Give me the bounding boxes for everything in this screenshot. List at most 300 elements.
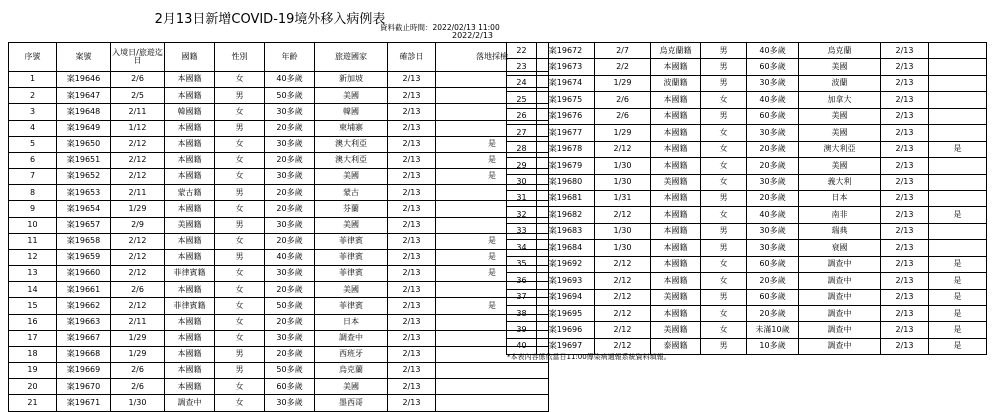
cell-nationality: 本國籍	[165, 346, 215, 362]
cell-diagnosis-date: 2/13	[388, 104, 436, 120]
cell-age: 60多歲	[747, 256, 799, 272]
cell-serial: 6	[9, 152, 57, 168]
cell-sex: 女	[701, 256, 747, 272]
cell-age: 30多歲	[265, 169, 315, 185]
cell-diagnosis-date: 2/13	[388, 330, 436, 346]
cell-arrival-test	[436, 379, 549, 395]
cell-nationality: 美國籍	[165, 217, 215, 233]
cell-sex: 男	[701, 240, 747, 256]
cell-case-no: 案19694	[537, 289, 595, 305]
cell-entry-date: 2/12	[111, 298, 165, 314]
cell-nationality: 本國籍	[651, 158, 701, 174]
cell-arrival-test: 是	[929, 256, 987, 272]
table-row	[507, 322, 987, 338]
cell-serial: 2	[9, 88, 57, 104]
cell-age: 20多歲	[265, 282, 315, 298]
cell-diagnosis-date: 2/13	[881, 43, 929, 59]
table-row	[9, 120, 549, 136]
cell-serial: 15	[9, 298, 57, 314]
table-row	[9, 346, 549, 362]
cell-nationality: 本國籍	[165, 379, 215, 395]
table-row	[9, 169, 549, 185]
cell-nationality: 本國籍	[651, 59, 701, 75]
cell-diagnosis-date: 2/13	[881, 92, 929, 108]
cell-sex: 男	[701, 75, 747, 91]
cell-arrival-test: 是	[929, 338, 987, 354]
cell-case-no: 案19678	[537, 141, 595, 157]
table-row	[507, 108, 987, 124]
cell-diagnosis-date: 2/13	[388, 298, 436, 314]
cell-arrival-test: 是	[929, 322, 987, 338]
cell-travel-country: 菲律賓	[315, 298, 388, 314]
cell-sex: 男	[215, 217, 265, 233]
cell-age: 20多歲	[265, 120, 315, 136]
cell-case-no: 案19657	[57, 217, 111, 233]
cell-case-no: 案19667	[57, 330, 111, 346]
cell-diagnosis-date: 2/13	[881, 174, 929, 190]
cell-travel-country: 美國	[315, 217, 388, 233]
cell-case-no: 案19648	[57, 104, 111, 120]
cell-case-no: 案19696	[537, 322, 595, 338]
cell-entry-date: 1/29	[111, 201, 165, 217]
cell-case-no: 案19663	[57, 314, 111, 330]
cell-entry-date: 1/30	[595, 223, 651, 239]
cell-sex: 女	[701, 158, 747, 174]
header-age: 年齡	[265, 43, 315, 72]
cell-diagnosis-date: 2/13	[881, 338, 929, 354]
cell-age: 60多歲	[265, 379, 315, 395]
table-row	[9, 136, 549, 152]
cell-diagnosis-date: 2/13	[881, 108, 929, 124]
cell-travel-country: 衰國	[799, 240, 881, 256]
cell-travel-country: 調查中	[799, 256, 881, 272]
cell-nationality: 本國籍	[165, 169, 215, 185]
cell-age: 40多歲	[265, 72, 315, 88]
cell-diagnosis-date: 2/13	[388, 395, 436, 411]
cell-sex: 女	[215, 233, 265, 249]
cell-serial: 3	[9, 104, 57, 120]
cell-diagnosis-date: 2/13	[388, 233, 436, 249]
cell-travel-country: 蒙古	[315, 185, 388, 201]
cell-entry-date: 1/30	[595, 174, 651, 190]
cell-arrival-test	[436, 395, 549, 411]
cell-nationality: 韓國籍	[165, 104, 215, 120]
cell-nationality: 美國籍	[651, 322, 701, 338]
cell-travel-country: 菲律賓	[315, 233, 388, 249]
cell-entry-date: 2/12	[111, 169, 165, 185]
cell-travel-country: 南非	[799, 207, 881, 223]
cell-travel-country: 烏克蘭	[315, 363, 388, 379]
cell-entry-date: 2/12	[111, 266, 165, 282]
cell-arrival-test: 是	[929, 273, 987, 289]
cell-sex: 男	[215, 363, 265, 379]
cell-diagnosis-date: 2/13	[388, 185, 436, 201]
table-row	[507, 125, 987, 141]
cell-case-no: 案19684	[537, 240, 595, 256]
cell-travel-country: 瑞典	[799, 223, 881, 239]
cell-arrival-test	[929, 223, 987, 239]
cell-entry-date: 2/12	[595, 207, 651, 223]
cell-nationality: 本國籍	[165, 249, 215, 265]
table-row	[9, 233, 549, 249]
cell-serial: 39	[507, 322, 537, 338]
cell-age: 30多歲	[265, 104, 315, 120]
cell-arrival-test: 是	[436, 136, 549, 152]
cell-diagnosis-date: 2/13	[881, 190, 929, 206]
cell-serial: 35	[507, 256, 537, 272]
cell-serial: 22	[507, 43, 537, 59]
cell-entry-date: 1/30	[595, 158, 651, 174]
cell-entry-date: 2/12	[595, 322, 651, 338]
cell-serial: 23	[507, 59, 537, 75]
cell-arrival-test: 是	[436, 152, 549, 168]
cell-age: 30多歲	[747, 75, 799, 91]
cell-case-no: 案19675	[537, 92, 595, 108]
cell-entry-date: 2/12	[595, 141, 651, 157]
cell-sex: 男	[701, 289, 747, 305]
cell-entry-date: 2/11	[111, 185, 165, 201]
cell-sex: 男	[701, 190, 747, 206]
cell-diagnosis-date: 2/13	[388, 249, 436, 265]
cell-arrival-test	[929, 158, 987, 174]
cell-entry-date: 1/29	[595, 125, 651, 141]
header-entry-date: 入境日/旅遊迄日	[111, 43, 165, 72]
table-row	[9, 201, 549, 217]
cell-nationality: 美國籍	[651, 174, 701, 190]
cell-serial: 34	[507, 240, 537, 256]
cell-sex: 女	[701, 322, 747, 338]
cell-nationality: 本國籍	[651, 108, 701, 124]
cell-arrival-test: 是	[929, 207, 987, 223]
cell-sex: 男	[215, 346, 265, 362]
cell-diagnosis-date: 2/13	[881, 273, 929, 289]
cell-diagnosis-date: 2/13	[881, 289, 929, 305]
cell-sex: 女	[215, 136, 265, 152]
cell-travel-country: 調查中	[799, 338, 881, 354]
cell-entry-date: 1/29	[595, 75, 651, 91]
cell-entry-date: 1/12	[111, 120, 165, 136]
cell-serial: 14	[9, 282, 57, 298]
cell-sex: 男	[701, 338, 747, 354]
cell-sex: 女	[701, 141, 747, 157]
cell-age: 20多歲	[265, 201, 315, 217]
cell-age: 20多歲	[265, 152, 315, 168]
cell-travel-country: 義大利	[799, 174, 881, 190]
cell-nationality: 本國籍	[165, 88, 215, 104]
cell-sex: 女	[215, 104, 265, 120]
table-row	[507, 43, 987, 59]
cell-age: 60多歲	[747, 289, 799, 305]
cell-nationality: 本國籍	[165, 363, 215, 379]
header-serial: 序號	[9, 43, 57, 72]
cell-case-no: 案19692	[537, 256, 595, 272]
cell-age: 30多歲	[265, 330, 315, 346]
cell-nationality: 本國籍	[651, 273, 701, 289]
cell-case-no: 案19653	[57, 185, 111, 201]
cell-serial: 10	[9, 217, 57, 233]
table-row	[507, 59, 987, 75]
cell-case-no: 案19693	[537, 273, 595, 289]
header-arrival-test: 落地採檢	[436, 43, 549, 72]
cell-age: 30多歲	[747, 125, 799, 141]
cell-sex: 男	[701, 43, 747, 59]
table-header-row	[9, 43, 549, 72]
cell-diagnosis-date: 2/13	[881, 59, 929, 75]
cell-serial: 16	[9, 314, 57, 330]
cell-entry-date: 2/12	[111, 249, 165, 265]
cell-diagnosis-date: 2/13	[388, 217, 436, 233]
cell-case-no: 案19668	[57, 346, 111, 362]
cell-diagnosis-date: 2/13	[388, 120, 436, 136]
cell-sex: 女	[215, 201, 265, 217]
cell-serial: 30	[507, 174, 537, 190]
cell-diagnosis-date: 2/13	[881, 75, 929, 91]
cell-diagnosis-date: 2/13	[881, 207, 929, 223]
cell-age: 未滿10歲	[747, 322, 799, 338]
cell-age: 30多歲	[747, 223, 799, 239]
cell-serial: 28	[507, 141, 537, 157]
cell-diagnosis-date: 2/13	[881, 322, 929, 338]
cell-nationality: 泰國籍	[651, 338, 701, 354]
cell-diagnosis-date: 2/13	[881, 158, 929, 174]
cell-age: 20多歲	[265, 233, 315, 249]
table-row	[507, 306, 987, 322]
cell-travel-country: 西班牙	[315, 346, 388, 362]
cell-arrival-test: 是	[436, 169, 549, 185]
cell-serial: 40	[507, 338, 537, 354]
cell-serial: 32	[507, 207, 537, 223]
cell-serial: 9	[9, 201, 57, 217]
cell-entry-date: 2/12	[111, 136, 165, 152]
cell-sex: 男	[215, 88, 265, 104]
cell-travel-country: 澳大利亞	[315, 136, 388, 152]
cell-entry-date: 2/11	[111, 314, 165, 330]
cell-travel-country: 柬埔寨	[315, 120, 388, 136]
cell-arrival-test	[929, 75, 987, 91]
cell-case-no: 案19646	[57, 72, 111, 88]
cell-sex: 男	[215, 120, 265, 136]
cell-serial: 5	[9, 136, 57, 152]
cell-serial: 26	[507, 108, 537, 124]
cell-entry-date: 2/6	[111, 72, 165, 88]
cell-case-no: 案19654	[57, 201, 111, 217]
cell-travel-country: 美國	[799, 158, 881, 174]
cell-entry-date: 2/12	[111, 233, 165, 249]
cell-entry-date: 2/11	[111, 104, 165, 120]
cell-entry-date: 2/12	[595, 306, 651, 322]
cell-age: 30多歲	[747, 240, 799, 256]
cell-entry-date: 1/31	[595, 190, 651, 206]
table-row	[507, 92, 987, 108]
cell-age: 30多歲	[265, 266, 315, 282]
cell-serial: 12	[9, 249, 57, 265]
cell-sex: 女	[701, 207, 747, 223]
cell-entry-date: 2/6	[111, 363, 165, 379]
data-timestamp: 資料截止時間：2022/02/13 11:00	[380, 23, 500, 32]
cell-case-no: 案19681	[537, 190, 595, 206]
cell-age: 30多歲	[747, 174, 799, 190]
cell-serial: 33	[507, 223, 537, 239]
cell-age: 20多歲	[747, 190, 799, 206]
cell-case-no: 案19671	[57, 395, 111, 411]
cell-age: 40多歲	[747, 92, 799, 108]
cell-travel-country: 美國	[315, 282, 388, 298]
cell-case-no: 案19649	[57, 120, 111, 136]
cell-case-no: 案19669	[57, 363, 111, 379]
table-row	[507, 223, 987, 239]
cell-arrival-test	[929, 240, 987, 256]
cell-travel-country: 菲律賓	[315, 266, 388, 282]
cell-sex: 女	[215, 72, 265, 88]
cell-nationality: 烏克蘭籍	[651, 43, 701, 59]
cell-age: 20多歲	[265, 185, 315, 201]
cell-nationality: 本國籍	[165, 152, 215, 168]
cell-diagnosis-date: 2/13	[881, 141, 929, 157]
cell-nationality: 本國籍	[651, 92, 701, 108]
cell-age: 30多歲	[265, 395, 315, 411]
cell-entry-date: 2/7	[595, 43, 651, 59]
cell-age: 40多歲	[747, 207, 799, 223]
header-nationality: 國籍	[165, 43, 215, 72]
cell-case-no: 案19659	[57, 249, 111, 265]
cell-arrival-test	[929, 43, 987, 59]
cell-nationality: 本國籍	[165, 314, 215, 330]
header-travel-country: 旅遊國家	[315, 43, 388, 72]
table-row	[9, 72, 549, 88]
cell-travel-country: 芬蘭	[315, 201, 388, 217]
cell-sex: 男	[701, 59, 747, 75]
cell-sex: 女	[215, 330, 265, 346]
cell-entry-date: 2/12	[595, 338, 651, 354]
cell-travel-country: 調查中	[315, 330, 388, 346]
cell-serial: 29	[507, 158, 537, 174]
cell-serial: 19	[9, 363, 57, 379]
cell-entry-date: 2/12	[595, 256, 651, 272]
table-row	[9, 266, 549, 282]
cell-serial: 25	[507, 92, 537, 108]
cell-travel-country: 澳大利亞	[799, 141, 881, 157]
cell-travel-country: 烏克蘭	[799, 43, 881, 59]
cell-case-no: 案19652	[57, 169, 111, 185]
cell-case-no: 案19682	[537, 207, 595, 223]
cell-sex: 女	[215, 169, 265, 185]
cell-diagnosis-date: 2/13	[881, 223, 929, 239]
cell-age: 50多歲	[265, 298, 315, 314]
cases-table-right	[506, 42, 987, 355]
cell-case-no: 案19697	[537, 338, 595, 354]
table-row	[9, 152, 549, 168]
cell-age: 10多歲	[747, 338, 799, 354]
table-row	[9, 314, 549, 330]
cell-nationality: 波蘭籍	[651, 75, 701, 91]
cell-travel-country: 日本	[799, 190, 881, 206]
cell-nationality: 本國籍	[651, 256, 701, 272]
cell-case-no: 案19674	[537, 75, 595, 91]
cell-arrival-test: 是	[436, 233, 549, 249]
cell-arrival-test	[929, 190, 987, 206]
cell-serial: 4	[9, 120, 57, 136]
cell-serial: 38	[507, 306, 537, 322]
cell-case-no: 案19661	[57, 282, 111, 298]
cell-age: 30多歲	[265, 136, 315, 152]
cell-serial: 7	[9, 169, 57, 185]
cell-nationality: 本國籍	[165, 330, 215, 346]
cell-age: 60多歲	[747, 108, 799, 124]
cell-sex: 女	[215, 379, 265, 395]
cell-serial: 11	[9, 233, 57, 249]
cell-diagnosis-date: 2/13	[388, 72, 436, 88]
cell-serial: 27	[507, 125, 537, 141]
cell-travel-country: 澳大利亞	[315, 152, 388, 168]
cell-sex: 女	[215, 395, 265, 411]
cell-nationality: 菲律賓籍	[165, 266, 215, 282]
cell-diagnosis-date: 2/13	[388, 346, 436, 362]
cell-travel-country: 調查中	[799, 273, 881, 289]
table-row	[507, 158, 987, 174]
cell-nationality: 本國籍	[165, 201, 215, 217]
cell-serial: 1	[9, 72, 57, 88]
table-row	[9, 282, 549, 298]
table-row	[507, 289, 987, 305]
cell-sex: 女	[215, 298, 265, 314]
cell-sex: 女	[701, 306, 747, 322]
cell-serial: 37	[507, 289, 537, 305]
cell-age: 20多歲	[265, 314, 315, 330]
table-row	[9, 104, 549, 120]
table-row	[9, 185, 549, 201]
cell-sex: 女	[215, 266, 265, 282]
cell-travel-country: 日本	[315, 314, 388, 330]
table-row	[9, 395, 549, 411]
cell-serial: 18	[9, 346, 57, 362]
cell-case-no: 案19695	[537, 306, 595, 322]
cell-arrival-test	[929, 125, 987, 141]
cell-diagnosis-date: 2/13	[881, 306, 929, 322]
cell-sex: 女	[215, 282, 265, 298]
cell-entry-date: 2/2	[595, 59, 651, 75]
cell-case-no: 案19683	[537, 223, 595, 239]
table-row	[9, 379, 549, 395]
cell-nationality: 本國籍	[651, 125, 701, 141]
table-row	[9, 88, 549, 104]
header-case-no: 案號	[57, 43, 111, 72]
cell-travel-country: 美國	[315, 379, 388, 395]
cell-age: 40多歲	[747, 43, 799, 59]
cell-arrival-test: 是	[436, 266, 549, 282]
cell-sex: 女	[701, 174, 747, 190]
cell-travel-country: 調查中	[799, 322, 881, 338]
cell-diagnosis-date: 2/13	[388, 266, 436, 282]
cell-nationality: 蒙古籍	[165, 185, 215, 201]
cell-diagnosis-date: 2/13	[388, 314, 436, 330]
cell-nationality: 本國籍	[651, 240, 701, 256]
cell-diagnosis-date: 2/13	[388, 88, 436, 104]
cell-nationality: 本國籍	[651, 223, 701, 239]
cell-case-no: 案19660	[57, 266, 111, 282]
cell-sex: 女	[215, 152, 265, 168]
cell-travel-country: 加拿大	[799, 92, 881, 108]
cell-age: 20多歲	[747, 141, 799, 157]
cell-travel-country: 墨西哥	[315, 395, 388, 411]
cell-case-no: 案19679	[537, 158, 595, 174]
cell-travel-country: 美國	[315, 88, 388, 104]
table-row	[507, 207, 987, 223]
table-row	[9, 298, 549, 314]
cell-sex: 男	[701, 108, 747, 124]
cell-arrival-test: 是	[929, 141, 987, 157]
cell-travel-country: 波蘭	[799, 75, 881, 91]
cell-travel-country: 韓國	[315, 104, 388, 120]
